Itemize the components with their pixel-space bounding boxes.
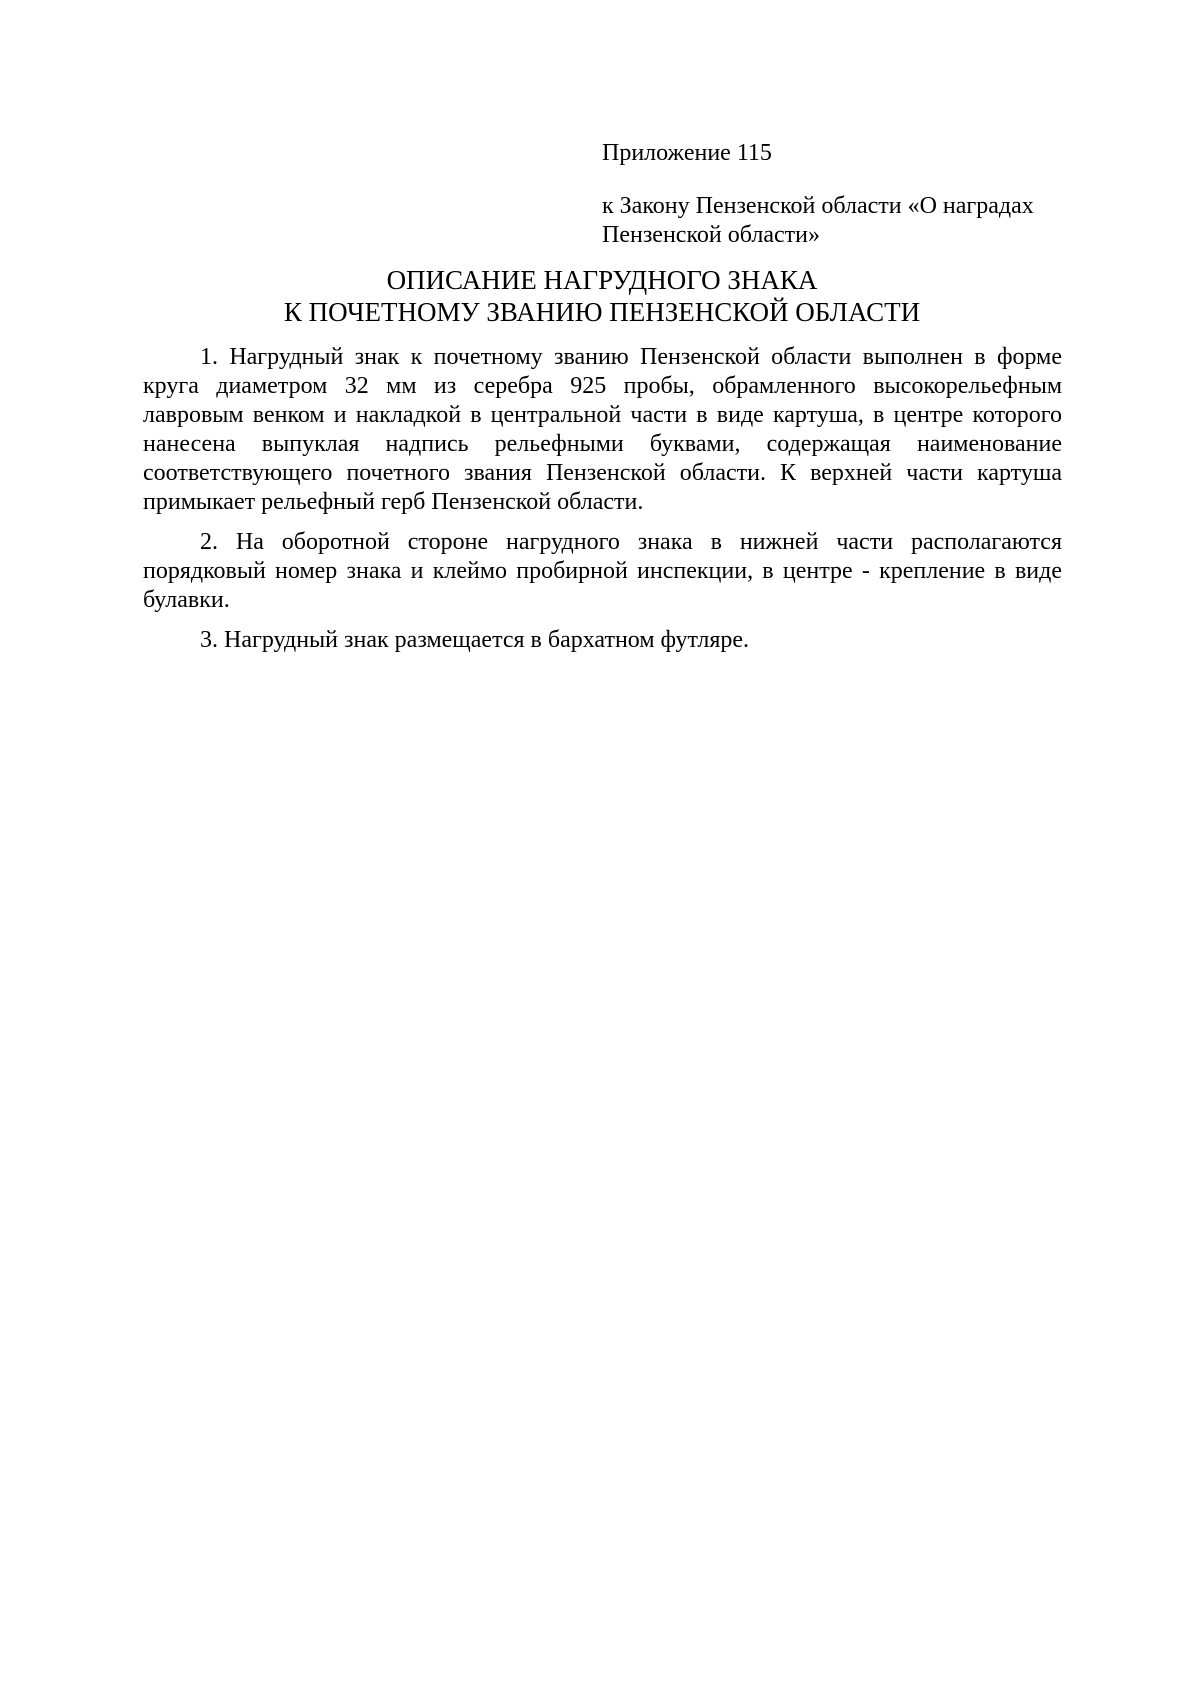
- paragraph-3: 3. Нагрудный знак размещается в бархатном футляре.: [200, 627, 750, 653]
- document-title: [140, 264, 1064, 328]
- annex-number: Приложение 115: [602, 140, 772, 166]
- paragraph-1: 1. Нагрудный знак к почетному званию Пензенской области выполнен в форме круга диаметром 32 мм из серебра 925 пробы, обрамленного высокорельефным лавровым венком и накладкой в центральной части в виде картуша, в центре которого нанесена выпуклая надпись рельефными буквами, содержащая наименование соответствующего почетного звания Пензенской области. К верхней части картуша примыкает рельефный герб Пензенской области.: [143, 344, 1062, 515]
- paragraph-2: 2. На оборотной стороне нагрудного знака в нижней части располагаются порядковый номер знака и клеймо пробирной инспекции, в центре - крепление в виде булавки.: [143, 529, 1062, 613]
- annex-law-reference: [602, 192, 1082, 250]
- document-title-line-1: ОПИСАНИЕ НАГРУДНОГО ЗНАКА: [386, 265, 818, 295]
- annex-reference: [602, 139, 1082, 250]
- annex-law-line-2: Пензенской области»: [602, 222, 820, 248]
- document-body: [143, 343, 1062, 666]
- annex-law-line-1: к Закону Пензенской области «О наградах: [602, 193, 1034, 219]
- document-title-line-2: К ПОЧЕТНОМУ ЗВАНИЮ ПЕНЗЕНСКОЙ ОБЛАСТИ: [283, 297, 921, 327]
